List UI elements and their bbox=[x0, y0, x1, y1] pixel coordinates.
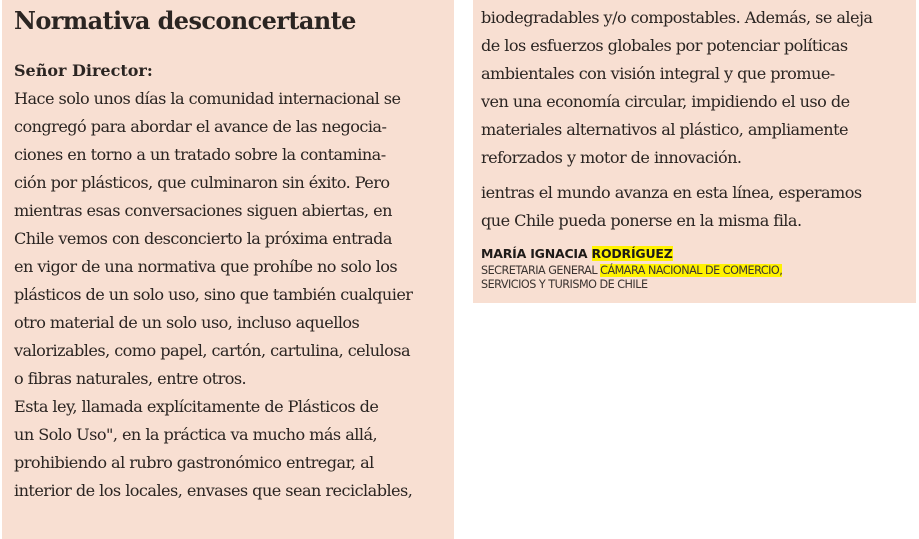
body-line: Chile vemos con desconcierto la próxima entrada bbox=[14, 229, 392, 248]
body-line: ientras el mundo avanza en esta línea, esperamos bbox=[481, 183, 862, 202]
body-line: de los esfuerzos globales por potenciar políticas bbox=[481, 36, 848, 55]
body-line: materiales alternativos al plástico, ampliamente bbox=[481, 120, 848, 139]
author-role-prefix: SECRETARIA GENERAL bbox=[481, 264, 601, 277]
body-line: ción por plásticos, que culminaron sin éxito. Pero bbox=[14, 173, 390, 192]
body-line: valorizables, como papel, cartón, cartulina, celulosa bbox=[14, 341, 411, 360]
author-name bbox=[481, 246, 673, 261]
body-line: un Solo Uso", en la práctica va mucho más allá, bbox=[14, 425, 378, 444]
body-line: ambientales con visión integral y que promue- bbox=[481, 64, 835, 83]
body-line: congregó para abordar el avance de las negocia- bbox=[14, 117, 387, 136]
body-line: en vigor de una normativa que prohíbe no solo los bbox=[14, 257, 398, 276]
author-role-organization: CÁMARA NACIONAL DE COMERCIO, bbox=[600, 264, 783, 277]
author-role-line2: SERVICIOS Y TURISMO DE CHILE bbox=[481, 278, 648, 291]
author-first-names: MARÍA IGNACIA bbox=[481, 246, 592, 261]
body-line: o fibras naturales, entre otros. bbox=[14, 369, 247, 388]
body-line: interior de los locales, envases que sean reciclables, bbox=[14, 481, 413, 500]
salutation: Señor Director: bbox=[14, 61, 153, 80]
body-line: otro material de un solo uso, incluso aquellos bbox=[14, 313, 360, 332]
body-line: ciones en torno a un tratado sobre la contamina- bbox=[14, 145, 386, 164]
article-title: Normativa desconcertante bbox=[14, 6, 356, 35]
author-role bbox=[481, 264, 782, 278]
body-line: Hace solo unos días la comunidad internacional se bbox=[14, 89, 401, 108]
body-line: mientras esas conversaciones siguen abiertas, en bbox=[14, 201, 392, 220]
body-line: biodegradables y/o compostables. Además, se aleja bbox=[481, 8, 873, 27]
body-line: Esta ley, llamada explícitamente de Plásticos de bbox=[14, 397, 379, 416]
body-line: que Chile pueda ponerse en la misma fila. bbox=[481, 211, 802, 230]
body-line: plásticos de un solo uso, sino que también cualquier bbox=[14, 285, 413, 304]
author-surname: RODRÍGUEZ bbox=[591, 246, 673, 261]
body-line: reforzados y motor de innovación. bbox=[481, 148, 742, 167]
body-line: ven una economía circular, impidiendo el uso de bbox=[481, 92, 850, 111]
body-line: prohibiendo al rubro gastronómico entregar, al bbox=[14, 453, 374, 472]
